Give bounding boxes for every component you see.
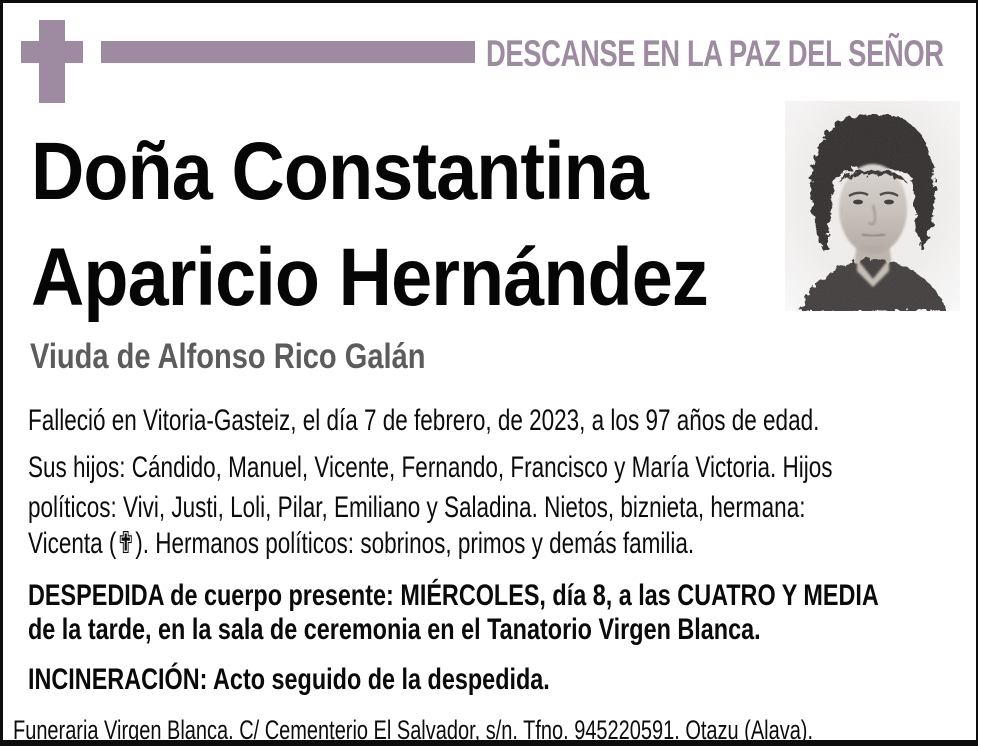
cremation-line: INCINERACIÓN: Acto seguido de la despedida. [28,663,550,696]
header-motto: DESCANSE EN LA PAZ DEL SEÑOR [486,33,944,74]
deceased-name-line1: Doña Constantina [31,126,649,217]
farewell-line-1: DESPEDIDA de cuerpo presente: MIÉRCOLES, día 8, a las CUATRO Y MEDIA [28,579,879,612]
farewell-line-2: de la tarde, en la sala de ceremonia en el Tanatorio Virgen Blanca. [28,613,761,646]
funeral-home-info: Funeraria Virgen Blanca. C/ Cementerio El Salvador, s/n. Tfno. 945220591. Otazu (Alava). [13,715,814,745]
family-line-2: políticos: Vivi, Justi, Loli, Pilar, Emiliano y Saladina. Nietos, biznieta, hermana: [28,491,806,524]
death-announcement-line: Falleció en Vitoria-Gasteiz, el día 7 de febrero, de 2023, a los 97 años de edad. [28,404,820,437]
cross-horizontal-bar [21,41,83,63]
deceased-photo [785,101,960,311]
family-line-1: Sus hijos: Cándido, Manuel, Vicente, Fernando, Francisco y María Victoria. Hijos [28,451,833,484]
family-line-3: Vicenta (✟). Hermanos políticos: sobrinos, primos y demás familia. [28,527,695,560]
deceased-name-line2: Aparicio Hernández [31,232,708,323]
header-rule [101,41,475,63]
deceased-relation: Viuda de Alfonso Rico Galán [30,337,426,376]
